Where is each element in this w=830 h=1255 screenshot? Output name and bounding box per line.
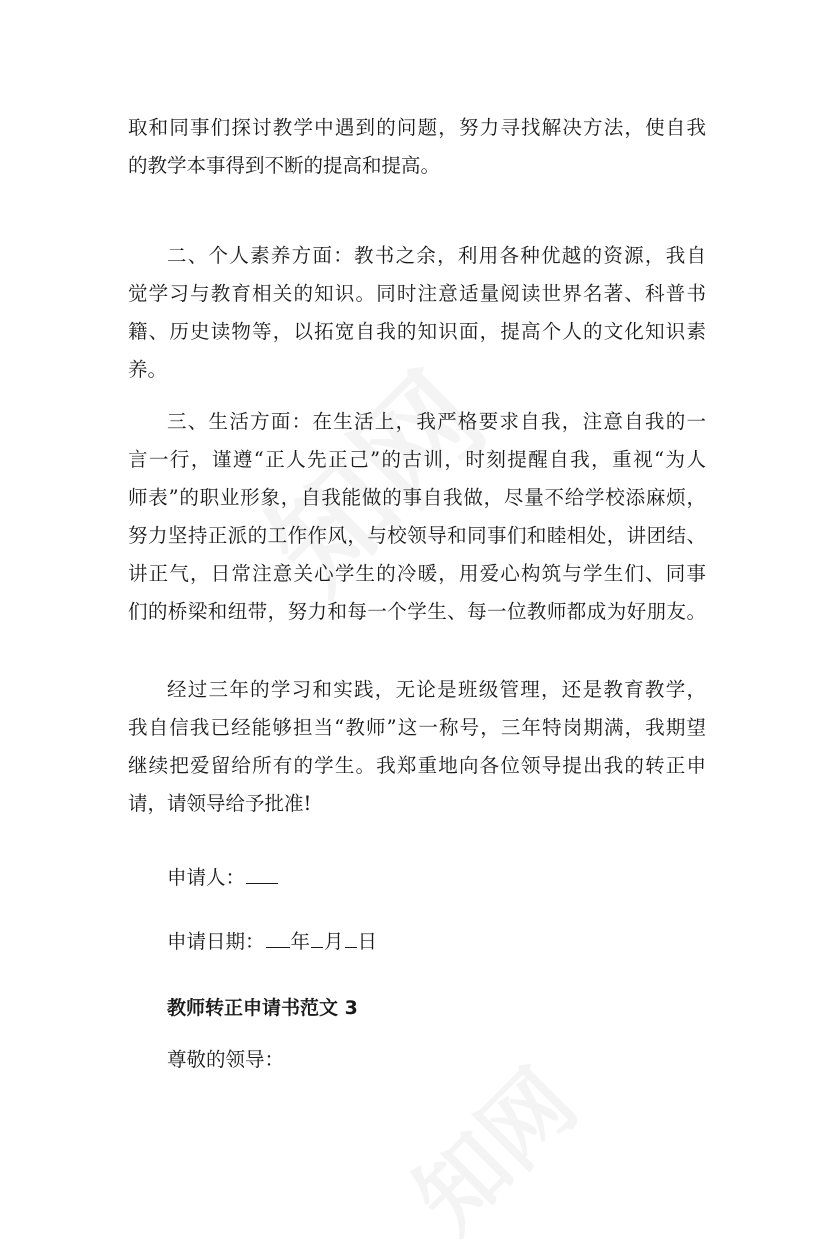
day-blank	[345, 929, 357, 948]
year-label: 年	[290, 930, 311, 953]
paragraph-line: 继续把爱留给所有的学生。我郑重地向各位领导提出我的转正申	[128, 754, 706, 777]
date-line	[167, 928, 377, 956]
paragraph-line: 取和同事们探讨教学中遇到的问题，努力寻找解决方法，使自我	[128, 116, 706, 139]
paragraph-line: 养。	[128, 358, 168, 381]
paragraph-line: 三、生活方面：在生活上，我严格要求自我，注意自我的一	[167, 410, 706, 433]
month-label: 月	[324, 930, 344, 953]
month-blank	[311, 929, 323, 948]
paragraph-line: 努力坚持正派的工作作风，与校领导和同事们和睦相处，讲团结、	[128, 524, 706, 547]
paragraph-line: 经过三年的学习和实践，无论是班级管理，还是教育教学，	[167, 678, 706, 701]
paragraph-line: 请，请领导给予批准!	[128, 792, 312, 815]
date-label: 申请日期：	[167, 930, 265, 953]
applicant-line	[167, 864, 279, 892]
applicant-label: 申请人：	[167, 866, 246, 889]
paragraph-line: 师表”的职业形象，自我能做的事自我做，尽量不给学校添麻烦，	[128, 486, 706, 509]
paragraph-line: 言一行，谨遵“正人先正己”的古训，时刻提醒自我，重视“为人	[128, 448, 706, 471]
salutation: 尊敬的领导：	[167, 1048, 285, 1071]
paragraph-line: 二、个人素养方面：教书之余，利用各种优越的资源，我自	[167, 244, 706, 267]
paragraph-line: 觉学习与教育相关的知识。同时注意适量阅读世界名著、科普书	[128, 282, 706, 305]
section-heading: 教师转正申请书范文 3	[167, 997, 358, 1019]
day-label: 日	[357, 930, 378, 953]
year-blank	[266, 929, 290, 948]
applicant-blank	[246, 865, 278, 884]
paragraph-line: 籍、历史读物等，以拓宽自我的知识面，提高个人的文化知识素	[128, 320, 706, 343]
paragraph-line: 讲正气，日常注意关心学生的冷暖，用爱心构筑与学生们、同事	[128, 562, 706, 585]
paragraph-line: 我自信我已经能够担当“教师”这一称号，三年特岗期满，我期望	[128, 716, 706, 739]
paragraph-line: 的教学本事得到不断的提高和提高。	[128, 154, 441, 177]
paragraph-line: 们的桥梁和纽带，努力和每一个学生、每一位教师都成为好朋友。	[128, 600, 706, 623]
watermark	[380, 1035, 599, 1254]
